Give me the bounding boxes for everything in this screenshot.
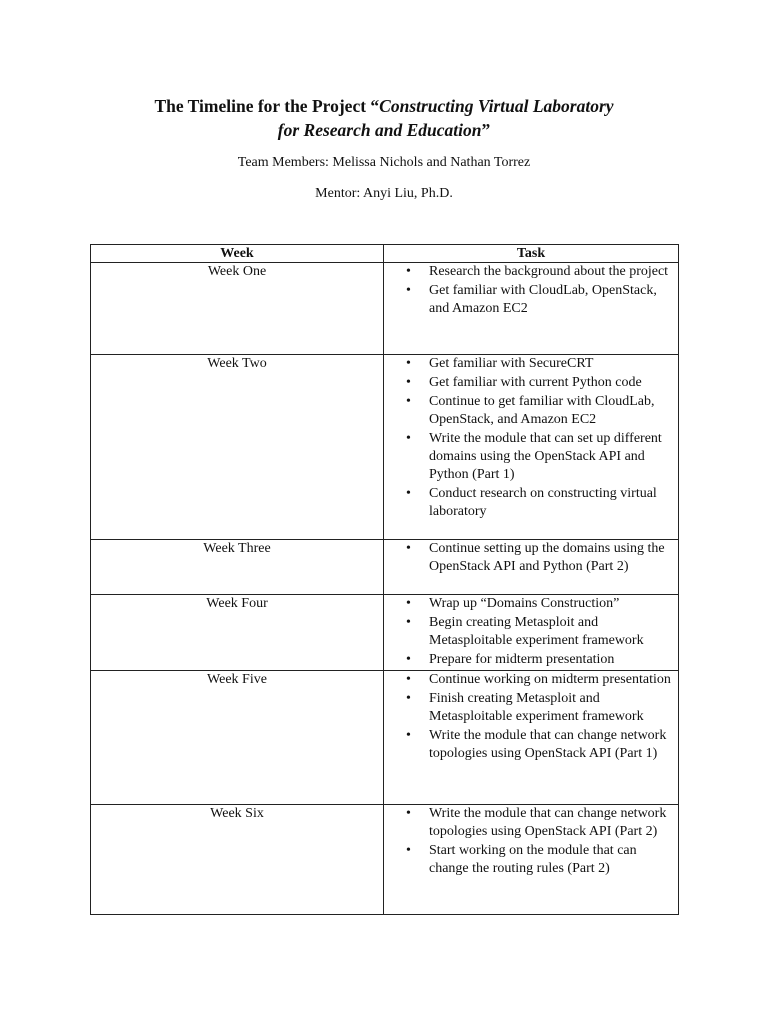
task-item: • Get familiar with CloudLab, OpenStack, and Amazon EC2 xyxy=(384,282,674,318)
task-item: • Research the background about the project xyxy=(384,263,674,281)
task-item: • Start working on the module that can change the routing rules (Part 2) xyxy=(384,842,674,878)
table-row xyxy=(91,805,679,915)
task-item: • Write the module that can change network topologies using OpenStack API (Part 1) xyxy=(384,727,674,763)
table-row xyxy=(91,595,679,671)
task-list xyxy=(384,805,674,878)
timeline-table xyxy=(90,244,679,915)
title-suffix: ” xyxy=(481,120,491,140)
task-cell xyxy=(384,540,679,595)
task-cell xyxy=(384,355,679,540)
task-item: • Continue working on midterm presentation xyxy=(384,671,674,689)
title-prefix: The Timeline for the Project “ xyxy=(154,96,380,116)
task-item: • Write the module that can change network topologies using OpenStack API (Part 2) xyxy=(384,805,674,841)
header-week: Week xyxy=(91,245,384,263)
task-list xyxy=(384,671,674,763)
task-item: • Wrap up “Domains Construction” xyxy=(384,595,674,613)
task-cell xyxy=(384,805,679,915)
week-cell: Week Six xyxy=(91,805,384,915)
task-item: • Get familiar with current Python code xyxy=(384,374,674,392)
week-cell: Week Four xyxy=(91,595,384,671)
task-cell xyxy=(384,263,679,355)
task-item: • Begin creating Metasploit and Metasploitable experiment framework xyxy=(384,614,674,650)
task-item: • Get familiar with SecureCRT xyxy=(384,355,674,373)
table-row xyxy=(91,355,679,540)
task-cell xyxy=(384,671,679,805)
task-item: • Continue to get familiar with CloudLab, OpenStack, and Amazon EC2 xyxy=(384,393,674,429)
table-row xyxy=(91,263,679,355)
week-cell: Week One xyxy=(91,263,384,355)
week-cell: Week Three xyxy=(91,540,384,595)
week-cell: Week Five xyxy=(91,671,384,805)
task-item: • Write the module that can set up different domains using the OpenStack API and Python (Part 1) xyxy=(384,430,674,484)
task-cell xyxy=(384,595,679,671)
task-item: • Conduct research on constructing virtual laboratory xyxy=(384,485,674,521)
week-cell: Week Two xyxy=(91,355,384,540)
table-row xyxy=(91,540,679,595)
title-project-name-line2: for Research and Education xyxy=(277,120,482,140)
mentor: Mentor: Anyi Liu, Ph.D. xyxy=(315,186,453,201)
task-item: • Prepare for midterm presentation xyxy=(384,651,674,669)
title-project-name-line1: Constructing Virtual Laboratory xyxy=(379,96,614,116)
table-header-row xyxy=(91,245,679,263)
header-task: Task xyxy=(384,245,679,263)
task-list xyxy=(384,595,674,669)
table-row xyxy=(91,671,679,805)
task-item: • Continue setting up the domains using the OpenStack API and Python (Part 2) xyxy=(384,540,674,576)
task-list xyxy=(384,355,674,521)
task-list xyxy=(384,263,674,318)
task-item: • Finish creating Metasploit and Metasploitable experiment framework xyxy=(384,690,674,726)
task-list xyxy=(384,540,674,576)
document-title xyxy=(0,94,768,142)
team-members: Team Members: Melissa Nichols and Nathan Torrez xyxy=(237,155,531,170)
